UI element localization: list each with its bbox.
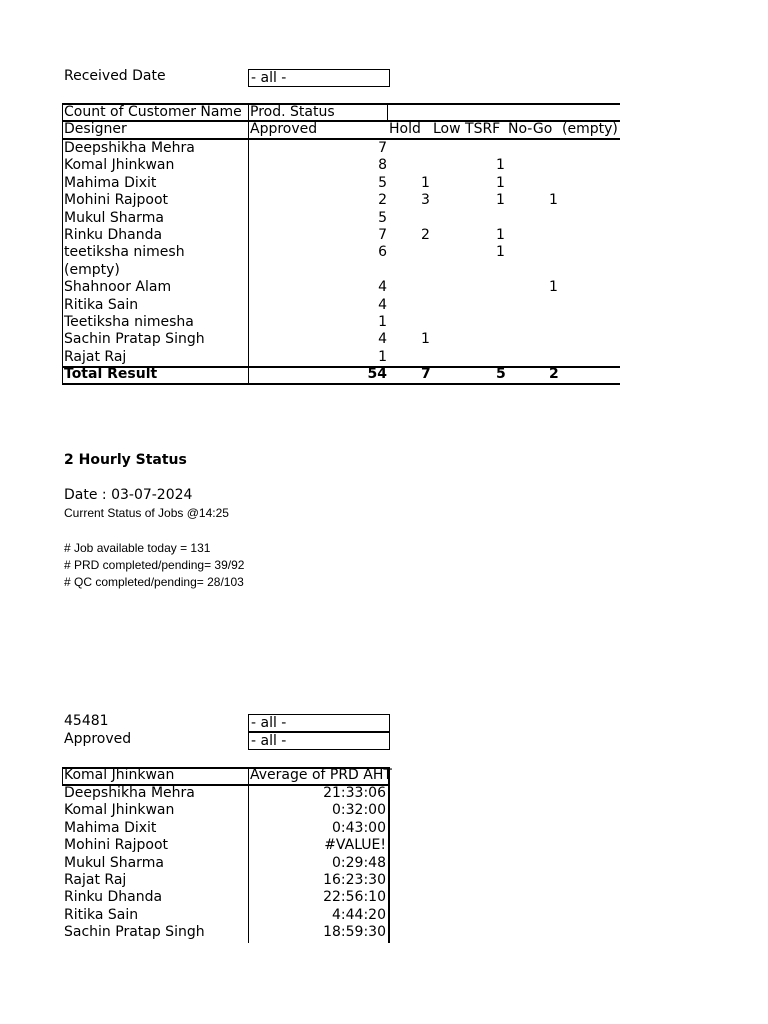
prod-status-header[interactable]: Prod. Status xyxy=(250,104,335,120)
col-header-low-tsrf: Low TSRF xyxy=(433,121,501,137)
total-low-tsrf: 5 xyxy=(496,366,506,382)
low-tsrf-count: 1 xyxy=(496,174,505,191)
received-date-filter[interactable]: - all - xyxy=(248,69,390,87)
aht-value: 22:56:10 xyxy=(323,889,386,906)
pivot-table-designer-status xyxy=(62,103,620,385)
low-tsrf-count: 1 xyxy=(496,244,505,261)
approved-count: 2 xyxy=(378,192,387,209)
approved-count: 5 xyxy=(378,209,387,226)
col-header-empty: (empty) xyxy=(562,121,618,137)
approved-count xyxy=(347,262,387,279)
aht-designer-name: Deepshikha Mehra xyxy=(64,785,195,801)
table2-border-left xyxy=(62,767,63,786)
aht-value: 16:23:30 xyxy=(323,872,386,888)
no-go-count: 1 xyxy=(549,192,558,209)
status-date: Date : 03-07-2024 xyxy=(64,487,193,503)
designer-name: (empty) xyxy=(64,261,120,278)
table-border-left xyxy=(62,103,63,385)
aht-designer-name: Mahima Dixit xyxy=(64,819,157,836)
designer-name: Komal Jhinkwan xyxy=(64,157,175,174)
table2-corner-label[interactable]: Komal Jhinkwan xyxy=(64,767,175,783)
designer-name: Teetiksha nimesha xyxy=(64,314,194,330)
table2-col-divider xyxy=(248,767,249,943)
designer-header[interactable]: Designer xyxy=(64,121,127,137)
col-header-hold: Hold xyxy=(389,121,421,137)
aht-designer-name: Rinku Dhanda xyxy=(64,889,163,906)
aht-designer-name: Rajat Raj xyxy=(64,872,127,888)
approved-count: 4 xyxy=(378,331,387,348)
total-label: Total Result xyxy=(64,366,158,382)
total-hold: 7 xyxy=(421,366,431,382)
status-current-jobs: Current Status of Jobs @14:25 xyxy=(64,506,229,520)
designer-name: Ritika Sain xyxy=(64,296,139,313)
aht-value: 0:29:48 xyxy=(332,854,386,871)
status-prd: # PRD completed/pending= 39/92 xyxy=(64,558,245,572)
status-jobs-available: # Job available today = 131 xyxy=(64,541,211,555)
aht-designer-name: Sachin Pratap Singh xyxy=(64,924,205,941)
approved-count: 7 xyxy=(378,227,387,243)
table2-value-header: Average of PRD AHT xyxy=(250,767,392,783)
aht-designer-name: Ritika Sain xyxy=(64,906,139,923)
hold-count: 3 xyxy=(421,192,430,209)
aht-designer-name: Mukul Sharma xyxy=(64,854,164,871)
table-col-divider xyxy=(248,103,249,385)
aht-value: #VALUE! xyxy=(324,837,386,854)
designer-name: Mohini Rajpoot xyxy=(64,192,169,209)
status-filter-label: Approved xyxy=(64,731,132,747)
pivot-corner-label: Count of Customer Name xyxy=(64,104,242,120)
status-qc: # QC completed/pending= 28/103 xyxy=(64,575,244,589)
approved-count: 4 xyxy=(378,279,387,296)
aht-designer-name: Mohini Rajpoot xyxy=(64,837,169,854)
designer-name: Mukul Sharma xyxy=(64,209,164,226)
approved-count: 6 xyxy=(378,244,387,261)
aht-value: 18:59:30 xyxy=(323,924,386,941)
low-tsrf-count: 1 xyxy=(496,157,505,174)
aht-value: 21:33:06 xyxy=(323,785,386,801)
no-go-count: 1 xyxy=(549,279,558,296)
pivot-table-prd-aht xyxy=(62,767,390,943)
designer-name: Deepshikha Mehra xyxy=(64,140,195,156)
designer-name: Rinku Dhanda xyxy=(64,227,163,243)
designer-name: Rajat Raj xyxy=(64,348,127,365)
approved-count: 8 xyxy=(378,157,387,174)
designer-name: Sachin Pratap Singh xyxy=(64,331,205,348)
approved-count: 1 xyxy=(378,348,387,365)
date-filter[interactable]: - all - xyxy=(248,714,390,732)
table2-border-right xyxy=(388,767,390,943)
aht-designer-name: Komal Jhinkwan xyxy=(64,802,175,819)
total-no-go: 2 xyxy=(549,366,559,382)
low-tsrf-count: 1 xyxy=(496,192,505,209)
table-border-bottom xyxy=(62,383,620,385)
date-filter-label: 45481 xyxy=(64,713,109,729)
col-header-approved: Approved xyxy=(250,121,318,137)
aht-value: 0:43:00 xyxy=(332,819,386,836)
status-filter[interactable]: - all - xyxy=(248,732,390,750)
hold-count: 1 xyxy=(421,174,430,191)
designer-name: Shahnoor Alam xyxy=(64,279,172,296)
aht-value: 4:44:20 xyxy=(332,906,386,923)
table-header-divider xyxy=(387,103,388,120)
designer-name: teetiksha nimesh xyxy=(64,244,185,261)
aht-value: 0:32:00 xyxy=(332,802,386,819)
status-heading: 2 Hourly Status xyxy=(64,452,187,468)
col-header-no-go: No-Go xyxy=(508,121,553,137)
hold-count: 2 xyxy=(421,227,430,243)
designer-name: Mahima Dixit xyxy=(64,174,157,191)
hold-count: 1 xyxy=(421,331,430,348)
low-tsrf-count: 1 xyxy=(496,227,505,243)
approved-count: 1 xyxy=(378,314,387,330)
approved-count: 5 xyxy=(378,174,387,191)
received-date-label: Received Date xyxy=(64,68,166,84)
approved-count: 4 xyxy=(378,296,387,313)
approved-count: 7 xyxy=(378,140,387,156)
total-approved: 54 xyxy=(367,366,387,382)
